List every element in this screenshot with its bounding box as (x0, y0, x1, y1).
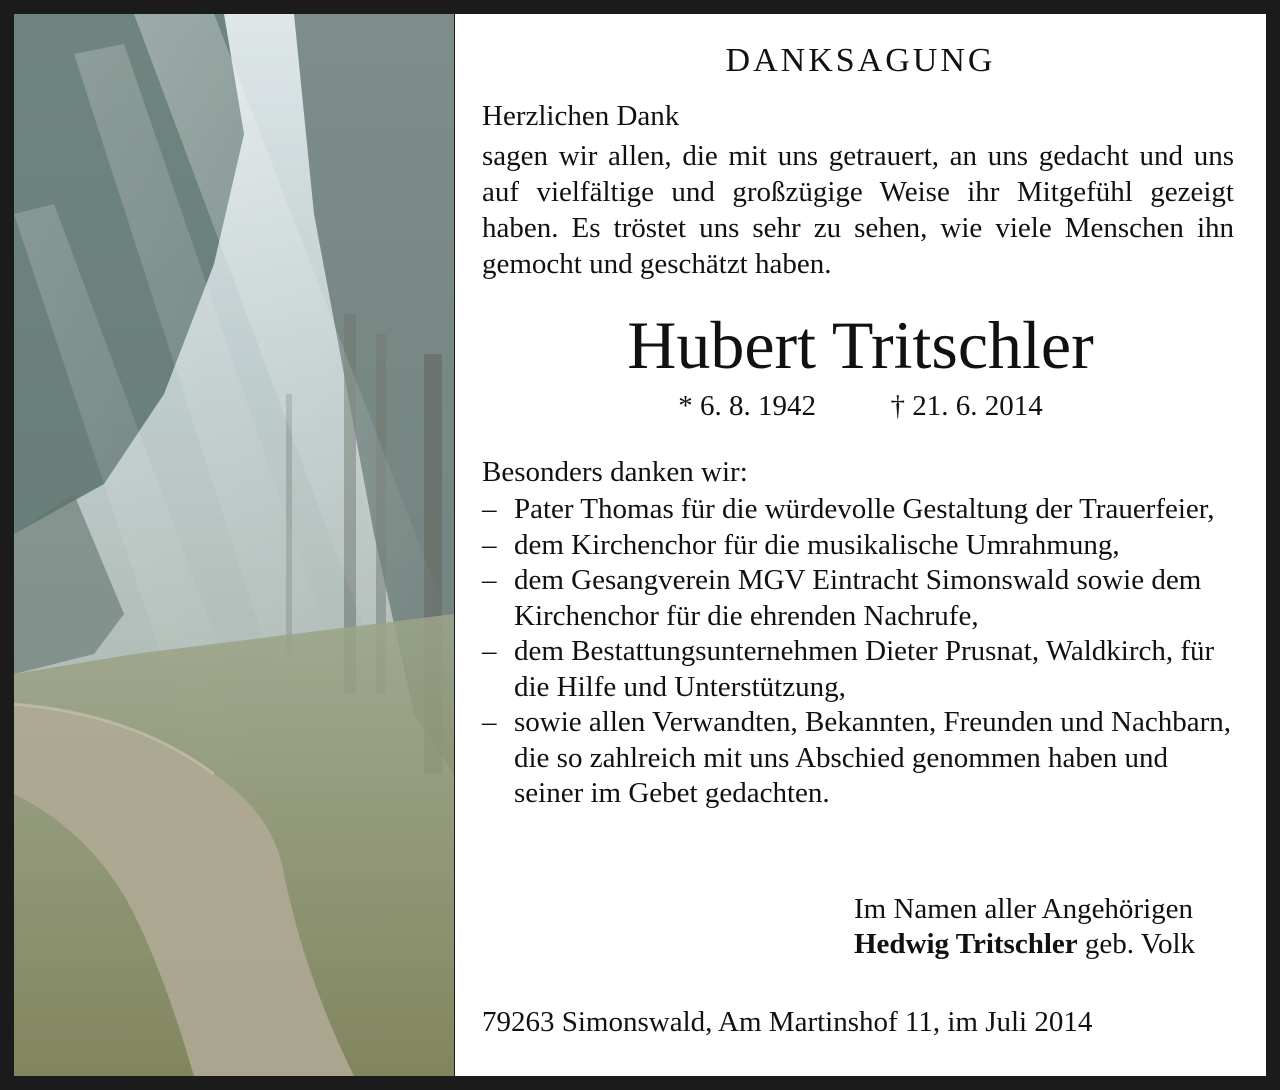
intro-line: Herzlichen Dank (482, 100, 680, 132)
forest-photo (14, 14, 454, 1076)
list-item: – dem Bestattungsunternehmen Dieter Prusnat, Waldkirch, für die Hilfe und Unterstützung, (482, 635, 1215, 703)
notice-text-panel (455, 14, 1266, 1076)
deceased-name: Hubert Tritschler (627, 307, 1094, 383)
birth-date: * 6. 8. 1942 (678, 390, 816, 422)
intro-text: sagen wir allen, die mit uns getrauert, an uns gedacht und uns auf vielfältige und großzügige Weise ihr Mitgefühl gezeigt haben. Es tröstet uns sehr zu sehen, wie viele Menschen ihn gemocht und geschätzt haben. (482, 140, 1234, 280)
signature-line: Im Namen aller Angehörigen (854, 893, 1194, 925)
address-line: 79263 Simonswald, Am Martinshof 11, im Juli 2014 (482, 1006, 1093, 1038)
thanks-list (482, 492, 1242, 812)
signature-block (854, 892, 1195, 962)
list-item: – sowie allen Verwandten, Bekannten, Freunden und Nachbarn, die so zahlreich mit uns Abschied genommen haben und seiner im Gebet gedachten. (482, 706, 1231, 809)
list-item: – dem Kirchenchor für die musikalische Umrahmung, (482, 528, 1120, 561)
thanks-title: Besonders danken wir: (482, 456, 748, 488)
life-dates (455, 390, 1266, 423)
signature-name: Hedwig Tritschler (854, 928, 1078, 960)
signature-suffix: geb. Volk (1084, 928, 1196, 960)
list-item: – dem Gesangverein MGV Eintracht Simonswald sowie dem Kirchenchor für die ehrenden Nachrufe, (482, 564, 1202, 632)
death-date: † 21. 6. 2014 (890, 390, 1043, 422)
list-item: – Pater Thomas für die würdevolle Gestaltung der Trauerfeier, (482, 493, 1215, 525)
notice-heading: DANKSAGUNG (725, 42, 996, 79)
forest-illustration (14, 14, 454, 1076)
